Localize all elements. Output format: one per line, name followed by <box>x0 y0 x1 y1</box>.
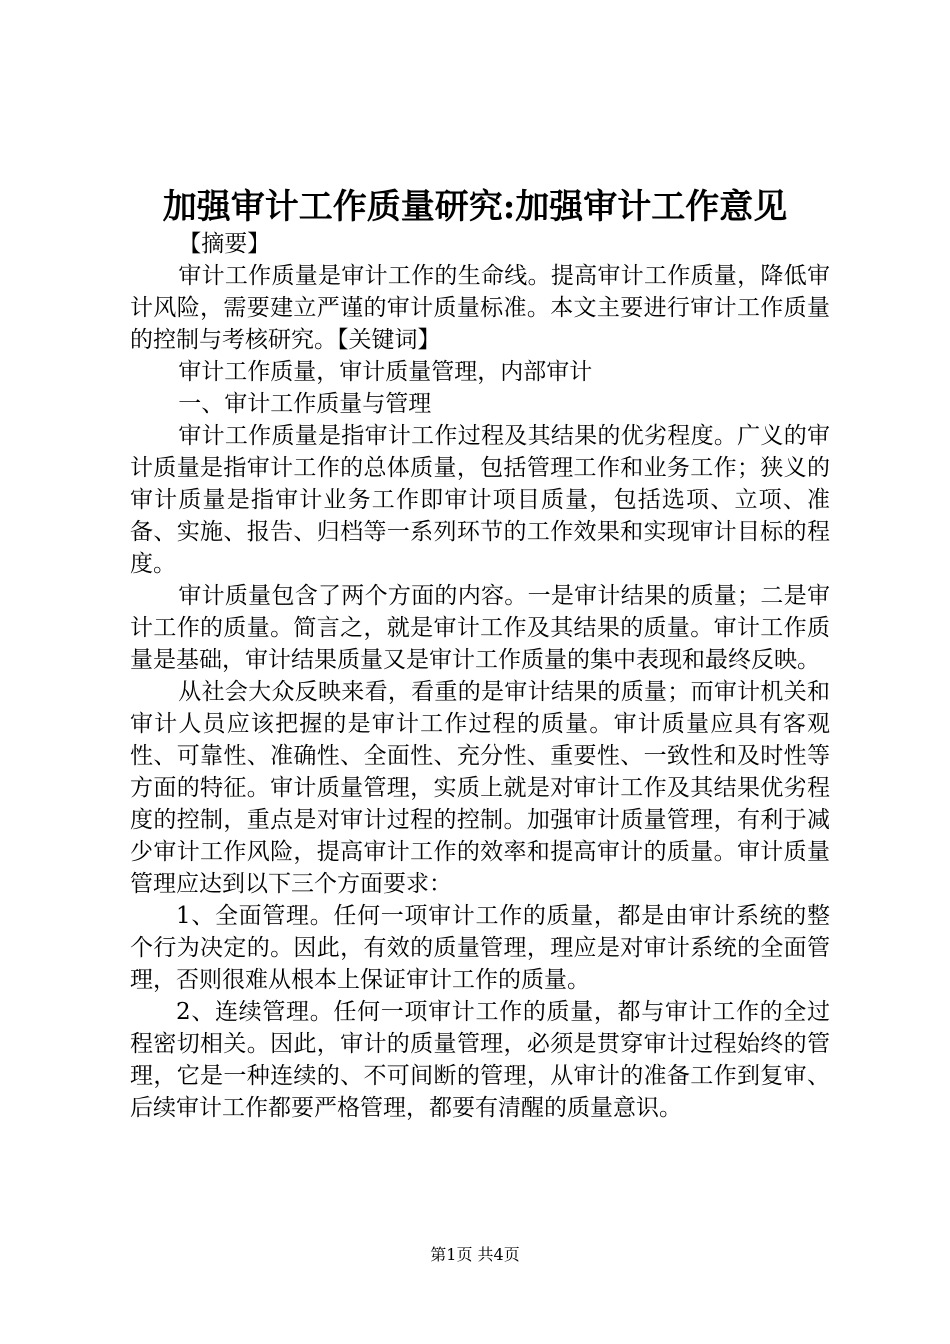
numbered-item: 2、连续管理。任何一项审计工作的质量，都与审计工作的全过程密切相关。因此，审计的质量管理，必须是贯穿审计过程始终的管理，它是一种连续的、不可间断的管理，从审计的准备工作到复审、后续审计工作都要严格管理，都要有清醒的质量意识。 <box>130 999 830 1121</box>
numbered-item: 1、全面管理。任何一项审计工作的质量，都是由审计系统的整个行为决定的。因此，有效的质量管理，理应是对审计系统的全面管理，否则很难从根本上保证审计工作的质量。 <box>130 903 830 993</box>
document-title: 加强审计工作质量研究:加强审计工作意见 <box>162 187 788 227</box>
keywords-text: 审计工作质量，审计质量管理，内部审计 <box>178 359 593 385</box>
abstract-label: 【摘要】 <box>178 231 271 257</box>
body-paragraph: 审计质量包含了两个方面的内容。一是审计结果的质量；二是审计工作的质量。简言之，就是审计工作及其结果的质量。审计工作质量是基础，审计结果质量又是审计工作质量的集中表现和最终反映。 <box>130 583 830 673</box>
abstract-text: 审计工作质量是审计工作的生命线。提高审计工作质量，降低审计风险，需要建立严谨的审计质量标准。本文主要进行审计工作质量的控制与考核研究。【关键词】 <box>130 263 830 353</box>
body-paragraph: 从社会大众反映来看，看重的是审计结果的质量；而审计机关和审计人员应该把握的是审计工作过程的质量。审计质量应具有客观性、可靠性、准确性、全面性、充分性、重要性、一致性和及时性等方面的特征。审计质量管理，实质上就是对审计工作及其结果优劣程度的控制，重点是对审计过程的控制。加强审计质量管理，有利于减少审计工作风险，提高审计工作的效率和提高审计的质量。审计质量管理应达到以下三个方面要求： <box>130 679 830 897</box>
document-body <box>130 228 830 1124</box>
section-heading: 一、审计工作质量与管理 <box>178 391 432 417</box>
page-footer: 第1页 共4页 <box>430 1245 520 1264</box>
body-paragraph: 审计工作质量是指审计工作过程及其结果的优劣程度。广义的审计质量是指审计工作的总体质量，包括管理工作和业务工作；狭义的审计质量是指审计业务工作即审计项目质量，包括选项、立项、准备、实施、报告、归档等一系列环节的工作效果和实现审计目标的程度。 <box>130 423 830 577</box>
